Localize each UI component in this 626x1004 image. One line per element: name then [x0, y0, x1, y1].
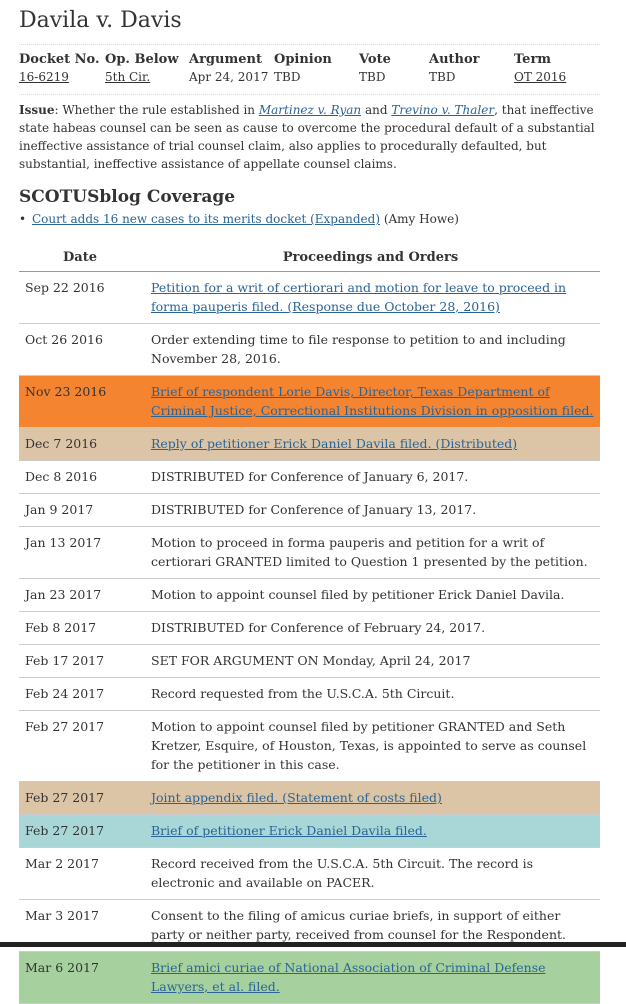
proceeding-link[interactable]: Brief of respondent Lorie Davis, Director, Texas Department of Criminal Justice, Correctional Institutions Division in opposition filed. [151, 384, 594, 418]
trevino-link[interactable]: Trevino v. Thaler [391, 103, 495, 117]
row-date: Mar 6 2017 [19, 952, 141, 1004]
bottom-bar [0, 942, 626, 947]
meta-label: Author [429, 52, 480, 67]
row-date: Feb 8 2017 [19, 612, 141, 645]
list-item [19, 210, 459, 228]
row-proceeding: Motion to appoint counsel filed by petitioner GRANTED and Seth Kretzer, Esquire, of Houston, Texas, is appointed to serve as counsel for the petitioner in this case. [141, 711, 600, 782]
row-proceeding: DISTRIBUTED for Conference of January 13, 2017. [141, 494, 600, 527]
meta-docket [19, 52, 100, 86]
row-date: Mar 3 2017 [19, 900, 141, 952]
row-proceeding: Record received from the U.S.C.A. 5th Circuit. The record is electronic and available on PACER. [141, 848, 600, 900]
table-row [19, 272, 600, 324]
issue-paragraph [19, 101, 600, 173]
table-row [19, 428, 600, 461]
row-proceeding [141, 782, 600, 815]
row-proceeding: Consent to the filing of amicus curiae briefs, in support of either party or neither party, received from counsel for the Respondent. [141, 900, 600, 952]
meta-op-below [105, 52, 179, 86]
row-proceeding: SET FOR ARGUMENT ON Monday, April 24, 2017 [141, 645, 600, 678]
argument-value: Apr 24, 2017 [189, 70, 269, 84]
table-row [19, 782, 600, 815]
row-date: Jan 9 2017 [19, 494, 141, 527]
proceeding-link[interactable]: Brief amici curiae of National Association of Criminal Defense Lawyers, et al. filed. [151, 960, 546, 994]
table-row [19, 711, 600, 782]
row-date: Sep 22 2016 [19, 272, 141, 324]
row-proceeding: DISTRIBUTED for Conference of February 24, 2017. [141, 612, 600, 645]
issue-text: and [361, 103, 392, 117]
coverage-article-link[interactable]: Court adds 16 new cases to its merits docket (Expanded) [32, 212, 381, 226]
coverage-heading: SCOTUSblog Coverage [19, 187, 236, 207]
issue-label: Issue [19, 103, 55, 117]
row-proceeding [141, 815, 600, 848]
meta-argument [189, 52, 268, 86]
row-date: Feb 27 2017 [19, 815, 141, 848]
table-row [19, 645, 600, 678]
row-date: Mar 2 2017 [19, 848, 141, 900]
meta-author [429, 52, 480, 86]
martinez-link[interactable]: Martinez v. Ryan [258, 103, 362, 117]
term-link[interactable]: OT 2016 [514, 70, 567, 84]
row-date: Dec 7 2016 [19, 428, 141, 461]
row-proceeding: Order extending time to file response to petition to and including November 28, 2016. [141, 324, 600, 376]
table-row [19, 527, 600, 579]
docket-link[interactable]: 16-6219 [19, 70, 69, 84]
row-proceeding: Record requested from the U.S.C.A. 5th Circuit. [141, 678, 600, 711]
date-column-header: Date [19, 244, 141, 272]
row-proceeding [141, 952, 600, 1004]
table-row [19, 678, 600, 711]
meta-label: Argument [189, 52, 262, 67]
meta-term [514, 52, 566, 86]
table-row [19, 952, 600, 1004]
table-row [19, 376, 600, 428]
row-date: Jan 13 2017 [19, 527, 141, 579]
row-date: Feb 27 2017 [19, 711, 141, 782]
table-header-row [19, 244, 600, 272]
meta-vote [359, 52, 391, 86]
issue-text: , that ineffective state habeas counsel can be seen as cause to overcome the procedural default of a substantial ineffective assistance of trial counsel claim, also applies to procedurally defaulted, but substantial, ineffective assistance of appellate counsel claims. [19, 103, 595, 171]
row-proceeding [141, 376, 600, 428]
proceeding-link[interactable]: Joint appendix filed. (Statement of costs filed) [151, 790, 442, 805]
opinion-value: TBD [274, 70, 301, 84]
issue-text: : Whether the rule established in [54, 103, 259, 117]
proceeding-link[interactable]: Petition for a writ of certiorari and motion for leave to proceed in forma pauperis filed. (Response due October 28, 2016) [151, 280, 567, 314]
meta-label: Opinion [274, 52, 332, 67]
coverage-list [19, 210, 459, 228]
table-row [19, 815, 600, 848]
page-title: Davila v. Davis [19, 8, 182, 33]
meta-opinion [274, 52, 332, 86]
table-row [19, 324, 600, 376]
meta-divider [19, 94, 600, 95]
row-date: Feb 24 2017 [19, 678, 141, 711]
proceedings-table [19, 244, 600, 1004]
row-proceeding [141, 428, 600, 461]
author-value: TBD [429, 70, 456, 84]
row-proceeding [141, 272, 600, 324]
row-proceeding: Motion to proceed in forma pauperis and petition for a writ of certiorari GRANTED limited to Question 1 presented by the petition. [141, 527, 600, 579]
row-date: Jan 23 2017 [19, 579, 141, 612]
row-date: Oct 26 2016 [19, 324, 141, 376]
table-row [19, 461, 600, 494]
meta-label: Docket No. [19, 52, 100, 67]
title-divider [19, 44, 600, 45]
case-meta [19, 52, 600, 92]
row-proceeding: DISTRIBUTED for Conference of January 6, 2017. [141, 461, 600, 494]
table-row [19, 579, 600, 612]
meta-label: Vote [359, 52, 391, 67]
row-date: Dec 8 2016 [19, 461, 141, 494]
row-date: Feb 27 2017 [19, 782, 141, 815]
op-below-link[interactable]: 5th Cir. [105, 70, 151, 84]
proceeding-link[interactable]: Reply of petitioner Erick Daniel Davila filed. (Distributed) [151, 436, 518, 451]
table-row [19, 494, 600, 527]
vote-value: TBD [359, 70, 386, 84]
row-date: Feb 17 2017 [19, 645, 141, 678]
meta-label: Op. Below [105, 52, 179, 67]
proceeding-link[interactable]: Brief of petitioner Erick Daniel Davila filed. [151, 823, 427, 838]
meta-label: Term [514, 52, 552, 67]
coverage-author: (Amy Howe) [380, 212, 459, 226]
table-row [19, 612, 600, 645]
row-date: Nov 23 2016 [19, 376, 141, 428]
row-proceeding: Motion to appoint counsel filed by petitioner Erick Daniel Davila. [141, 579, 600, 612]
table-row [19, 848, 600, 900]
proceedings-column-header: Proceedings and Orders [141, 244, 600, 272]
